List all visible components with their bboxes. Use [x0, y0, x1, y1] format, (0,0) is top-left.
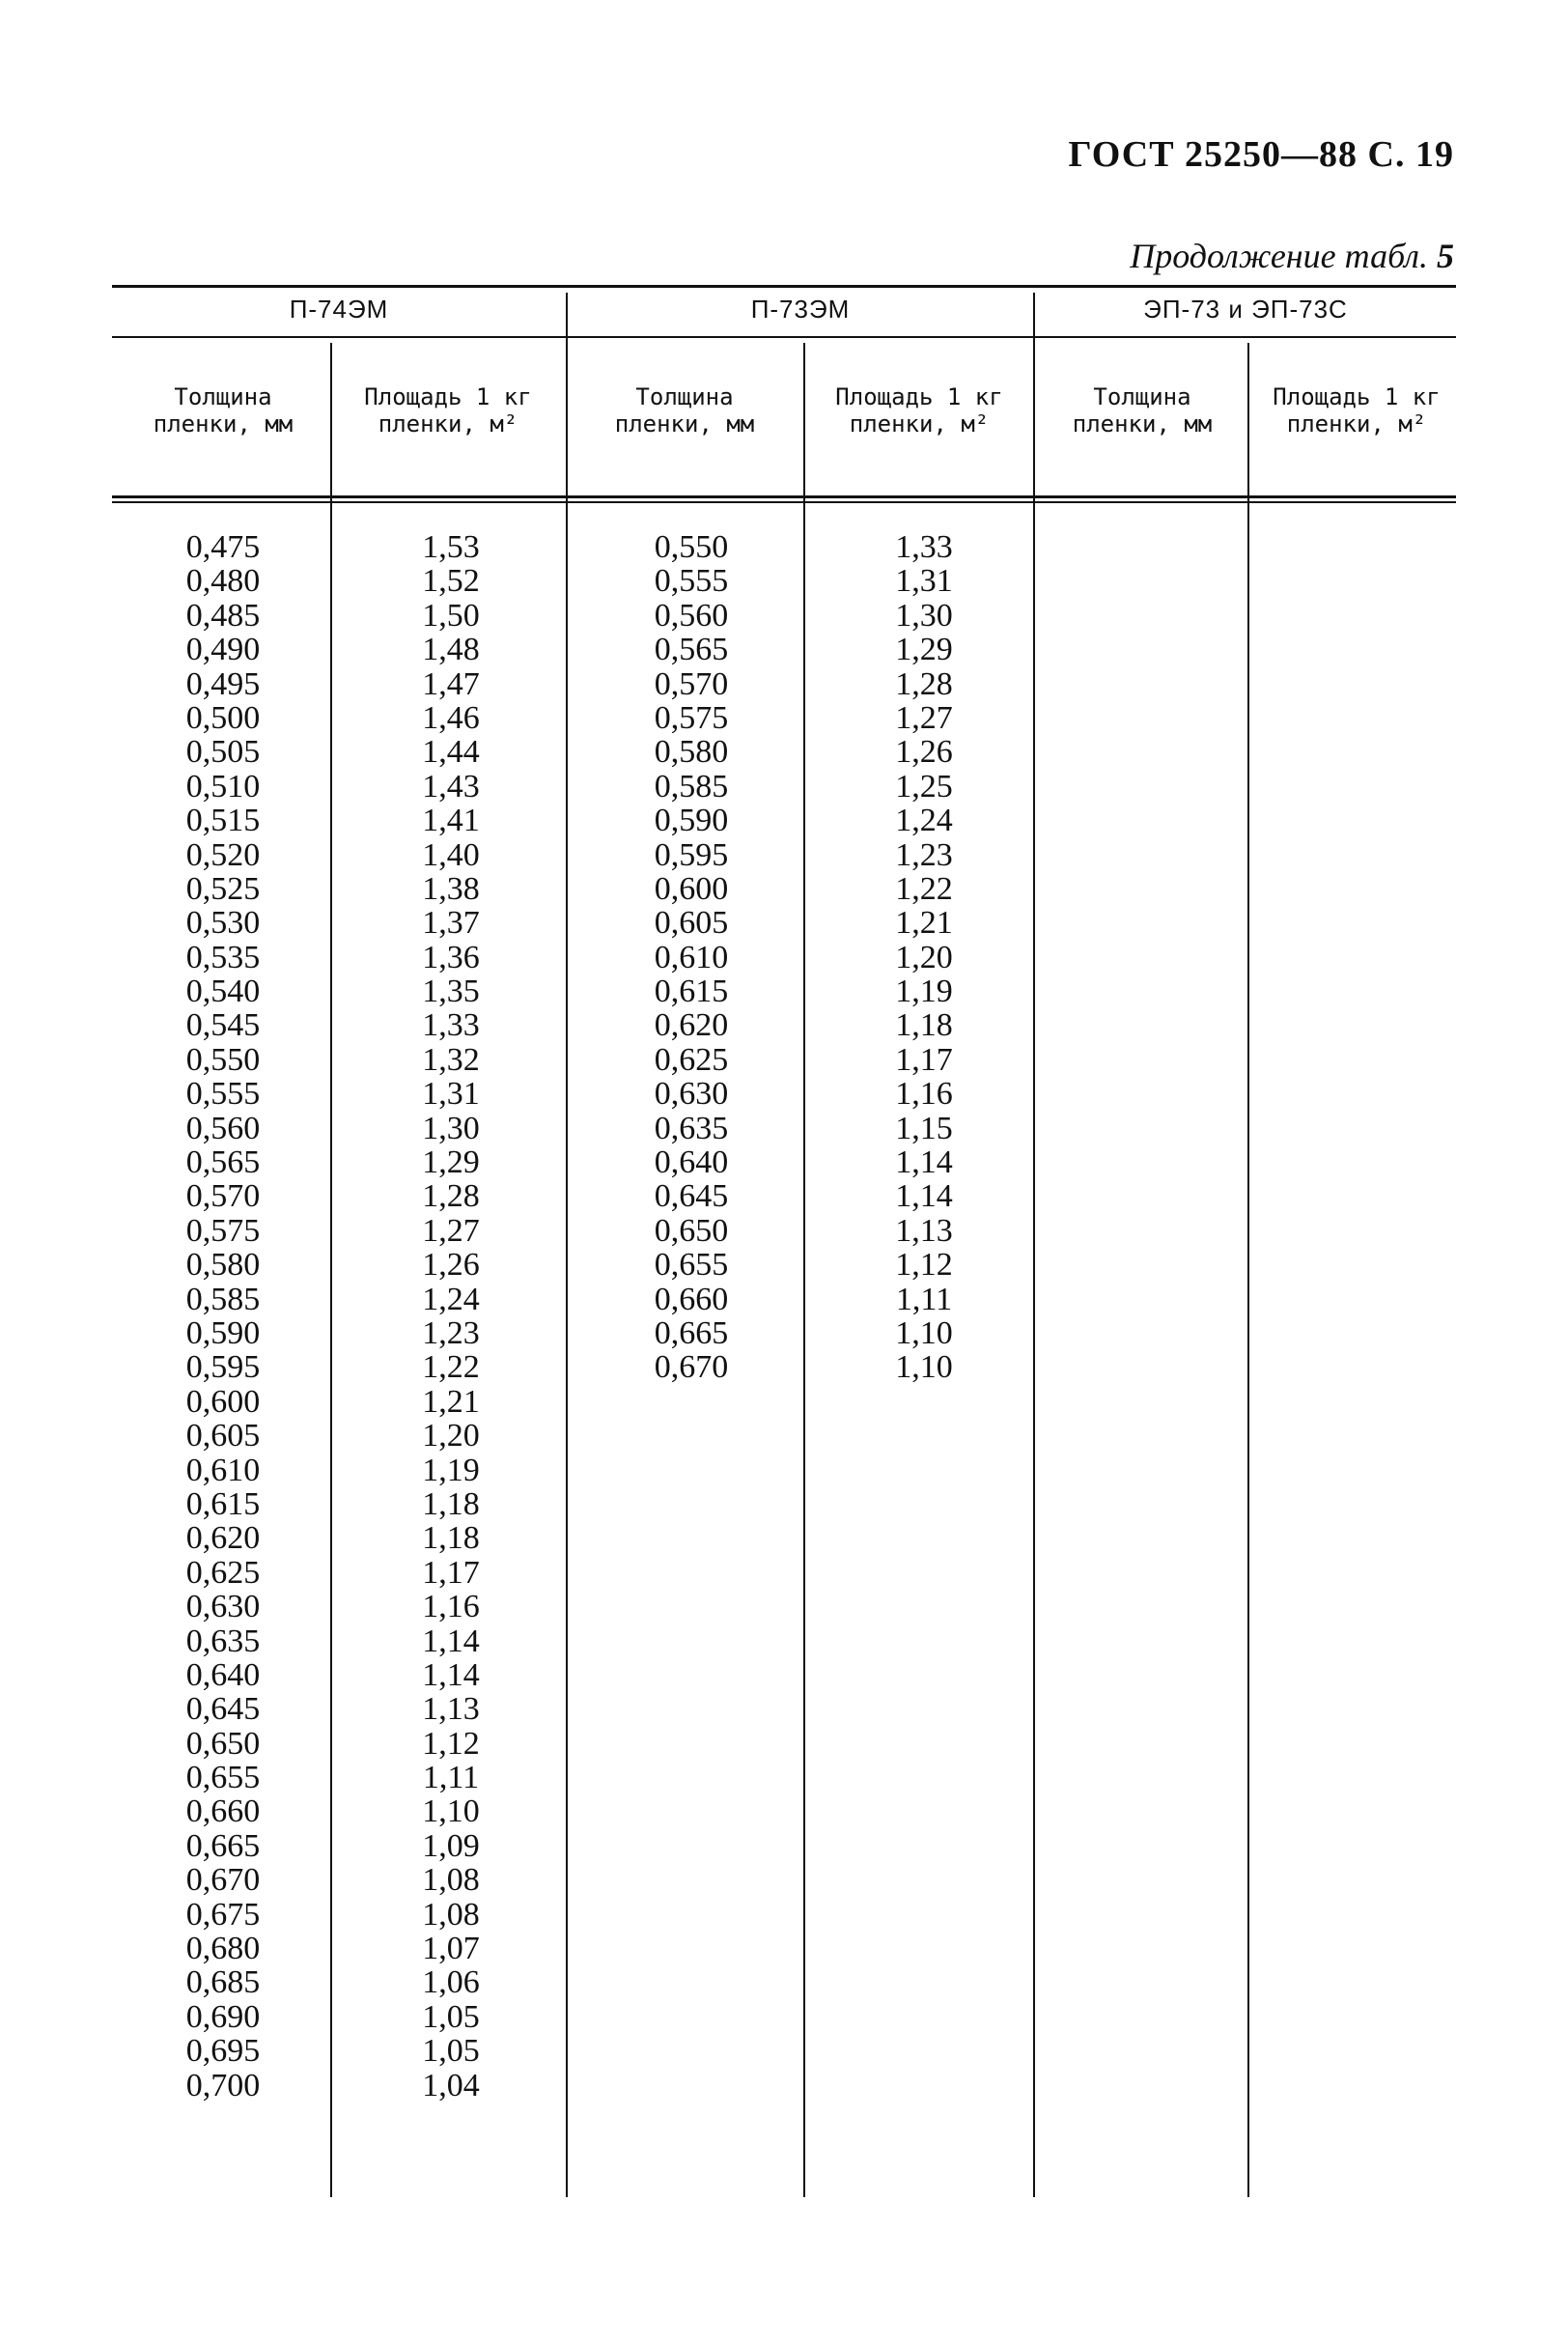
table-cell: 0,630: [654, 1076, 729, 1113]
table-cell: 1,44: [422, 734, 480, 771]
table-cell: 1,27: [422, 1212, 480, 1249]
table-cell: 0,635: [654, 1110, 729, 1146]
table-cell: 0,475: [185, 529, 261, 565]
table-cell: 0,680: [185, 1931, 261, 1967]
table-cell: 1,23: [895, 836, 953, 873]
table-cell: 1,46: [422, 699, 480, 736]
table-cell: 1,18: [422, 1520, 480, 1557]
table-cell: 1,53: [422, 529, 480, 565]
table-cell: 1,30: [422, 1110, 480, 1146]
table-cell: 1,43: [422, 768, 480, 805]
table-cell: 1,04: [422, 2067, 480, 2103]
table-cell: 0,640: [654, 1144, 729, 1181]
table-cell: 0,600: [185, 1383, 261, 1420]
table-cell: 0,670: [654, 1349, 729, 1386]
table-cell: 0,530: [185, 905, 261, 942]
table-cell: 0,650: [654, 1212, 729, 1249]
table-cell: 0,550: [185, 1041, 261, 1078]
group-title-ep73: ЭП-73 и ЭП-73С: [1143, 295, 1348, 324]
table-cell: 0,610: [654, 939, 729, 975]
table-cell: 1,20: [895, 939, 953, 975]
table-cell: 0,645: [654, 1178, 729, 1215]
table-cell: 1,26: [895, 734, 953, 771]
table-cell: 0,650: [185, 1725, 261, 1762]
table-cell: 1,40: [422, 836, 480, 873]
group-title-p73em: П-73ЭМ: [750, 295, 851, 324]
table-cell: 1,21: [422, 1383, 480, 1420]
table-cell: 0,625: [654, 1041, 729, 1078]
colhead-ep73-thickness: Толщина пленки, мм: [1072, 383, 1213, 438]
table-cell: 1,07: [422, 1931, 480, 1967]
table-caption: [1130, 236, 1454, 276]
table-cell: 1,14: [422, 1656, 480, 1693]
table-cell: 1,10: [895, 1349, 953, 1386]
table-cell: 1,08: [422, 1896, 480, 1933]
table-cell: 1,35: [422, 974, 480, 1010]
table-cell: 1,14: [895, 1178, 953, 1215]
table-cell: 0,580: [185, 1247, 261, 1284]
table-cell: 1,20: [422, 1418, 480, 1454]
table-cell: 1,48: [422, 632, 480, 668]
table-cell: 1,11: [895, 1281, 953, 1317]
table-cell: 0,555: [185, 1076, 261, 1113]
table-cell: 1,50: [422, 597, 480, 634]
table-cell: 1,08: [422, 1862, 480, 1899]
table-cell: 1,32: [422, 1041, 480, 1078]
column-p74-thickness: [131, 530, 315, 2103]
table-cell: 0,545: [185, 1007, 261, 1044]
table-cell: 0,590: [654, 803, 729, 839]
column-p73-thickness: [595, 530, 788, 1385]
table-cell: 0,505: [185, 734, 261, 771]
table-cell: 0,615: [654, 974, 729, 1010]
table-cell: 1,25: [895, 768, 953, 805]
table-cell: 1,28: [422, 1178, 480, 1215]
table-cell: 0,570: [654, 665, 729, 702]
table-cell: 1,27: [895, 699, 953, 736]
caption-text: Продолжение табл.: [1130, 237, 1428, 275]
table-cell: 0,480: [185, 563, 261, 600]
table-cell: 1,29: [422, 1144, 480, 1181]
colhead-p73-area: Площадь 1 кг пленки, м²: [835, 383, 1003, 438]
table-cell: 1,24: [895, 803, 953, 839]
table-cell: 1,41: [422, 803, 480, 839]
table-cell: 1,09: [422, 1827, 480, 1864]
table-cell: 1,47: [422, 665, 480, 702]
table-cell: 0,655: [185, 1760, 261, 1796]
divider-col-3: [1247, 343, 1249, 2197]
table-cell: 0,535: [185, 939, 261, 975]
table-cell: 0,570: [185, 1178, 261, 1215]
table-cell: 1,19: [422, 1452, 480, 1488]
table-cell: 1,12: [895, 1247, 953, 1284]
table-cell: 0,660: [654, 1281, 729, 1317]
table-cell: 1,16: [422, 1589, 480, 1625]
table-cell: 0,560: [185, 1110, 261, 1146]
table-cell: 1,05: [422, 2033, 480, 2070]
table-cell: 0,585: [185, 1281, 261, 1317]
table-cell: 1,06: [422, 1964, 480, 2001]
table-cell: 0,590: [185, 1314, 261, 1351]
divider-group-1: [566, 293, 568, 2197]
table-cell: 0,585: [654, 768, 729, 805]
table-cell: 0,695: [185, 2033, 261, 2070]
caption-number: 5: [1437, 237, 1454, 275]
table-cell: 1,52: [422, 563, 480, 600]
table-cell: 0,515: [185, 803, 261, 839]
table-cell: 0,580: [654, 734, 729, 771]
table-cell: 0,495: [185, 665, 261, 702]
table-cell: 1,17: [422, 1554, 480, 1591]
column-p74-area: [350, 530, 552, 2103]
table-cell: 0,550: [654, 529, 729, 565]
table-cell: 0,555: [654, 563, 729, 600]
table-cell: 0,525: [185, 870, 261, 907]
table-cell: 0,520: [185, 836, 261, 873]
table-cell: 1,37: [422, 905, 480, 942]
group-title-p74em: П-74ЭМ: [289, 295, 389, 324]
table-cell: 0,595: [654, 836, 729, 873]
table-cell: 0,575: [654, 699, 729, 736]
table-cell: 0,655: [654, 1247, 729, 1284]
table-cell: 1,30: [895, 597, 953, 634]
header-rule-second: [112, 501, 1456, 503]
table-cell: 0,615: [185, 1485, 261, 1522]
table-cell: 1,13: [422, 1691, 480, 1728]
header-rule: [112, 495, 1456, 498]
table-cell: 0,665: [185, 1827, 261, 1864]
table-cell: 1,18: [895, 1007, 953, 1044]
divider-group-2: [1033, 293, 1035, 2197]
table-cell: 1,29: [895, 632, 953, 668]
table-cell: 1,10: [422, 1793, 480, 1830]
table-cell: 1,14: [422, 1623, 480, 1659]
colhead-p73-thickness: Толщина пленки, мм: [614, 383, 755, 438]
table-cell: 0,670: [185, 1862, 261, 1899]
table-cell: 1,21: [895, 905, 953, 942]
table-cell: 0,665: [654, 1314, 729, 1351]
table-cell: 0,640: [185, 1656, 261, 1693]
table-cell: 1,12: [422, 1725, 480, 1762]
table-cell: 0,625: [185, 1554, 261, 1591]
table-cell: 0,485: [185, 597, 261, 634]
table-cell: 1,17: [895, 1041, 953, 1078]
table-cell: 1,36: [422, 939, 480, 975]
table-cell: 1,33: [895, 529, 953, 565]
table-cell: 1,10: [895, 1314, 953, 1351]
table-cell: 0,685: [185, 1964, 261, 2001]
table-cell: 1,05: [422, 1998, 480, 2035]
group-rule: [112, 336, 1456, 338]
table-cell: 0,500: [185, 699, 261, 736]
table-cell: 0,565: [654, 632, 729, 668]
table-cell: 0,620: [654, 1007, 729, 1044]
table-cell: 1,18: [422, 1485, 480, 1522]
table-cell: 1,38: [422, 870, 480, 907]
table-5-continuation: [112, 285, 1456, 2216]
table-cell: 0,575: [185, 1212, 261, 1249]
table-cell: 0,700: [185, 2067, 261, 2103]
table-cell: 0,690: [185, 1998, 261, 2035]
top-rule: [112, 285, 1456, 288]
table-cell: 0,660: [185, 1793, 261, 1830]
table-cell: 1,23: [422, 1314, 480, 1351]
table-cell: 0,645: [185, 1691, 261, 1728]
colhead-p74-thickness: Толщина пленки, мм: [153, 383, 294, 438]
table-cell: 1,22: [895, 870, 953, 907]
table-cell: 1,28: [895, 665, 953, 702]
table-cell: 0,610: [185, 1452, 261, 1488]
table-cell: 0,675: [185, 1896, 261, 1933]
table-cell: 0,510: [185, 768, 261, 805]
colhead-ep73-area: Площадь 1 кг пленки, м²: [1273, 383, 1441, 438]
table-cell: 1,24: [422, 1281, 480, 1317]
table-cell: 1,13: [895, 1212, 953, 1249]
table-cell: 0,605: [654, 905, 729, 942]
page-header: ГОСТ 25250—88 С. 19: [1068, 134, 1454, 175]
table-cell: 0,600: [654, 870, 729, 907]
table-cell: 0,635: [185, 1623, 261, 1659]
table-cell: 1,33: [422, 1007, 480, 1044]
table-cell: 1,19: [895, 974, 953, 1010]
divider-col-2: [803, 343, 805, 2197]
table-cell: 1,26: [422, 1247, 480, 1284]
table-cell: 0,595: [185, 1349, 261, 1386]
table-cell: 1,31: [895, 563, 953, 600]
table-cell: 1,16: [895, 1076, 953, 1113]
colhead-p74-area: Площадь 1 кг пленки, м²: [364, 383, 532, 438]
table-cell: 0,605: [185, 1418, 261, 1454]
table-cell: 1,22: [422, 1349, 480, 1386]
table-cell: 0,560: [654, 597, 729, 634]
table-cell: 0,630: [185, 1589, 261, 1625]
table-cell: 1,15: [895, 1110, 953, 1146]
column-p73-area: [823, 530, 1025, 1385]
table-cell: 1,31: [422, 1076, 480, 1113]
table-cell: 0,565: [185, 1144, 261, 1181]
table-cell: 0,620: [185, 1520, 261, 1557]
table-cell: 1,14: [895, 1144, 953, 1181]
table-cell: 0,490: [185, 632, 261, 668]
table-cell: 0,540: [185, 974, 261, 1010]
divider-col-1: [330, 343, 332, 2197]
table-cell: 1,11: [422, 1760, 480, 1796]
